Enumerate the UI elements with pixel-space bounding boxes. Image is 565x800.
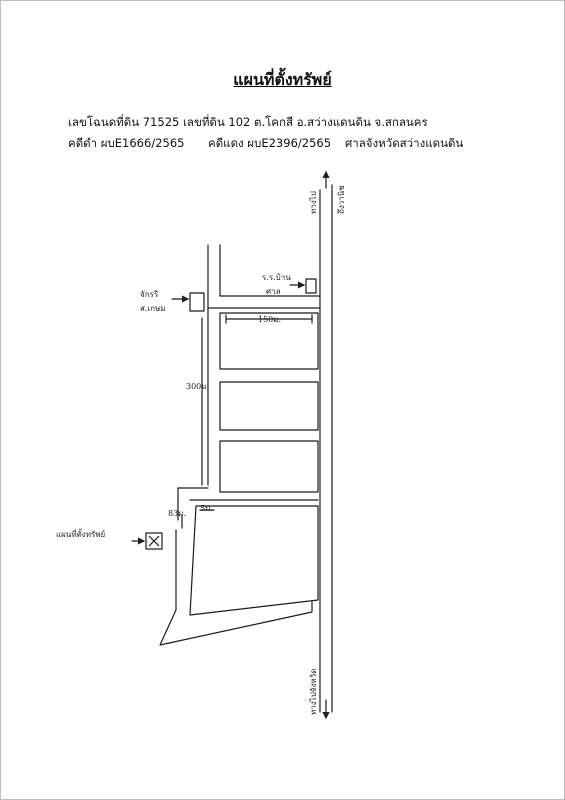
property-marker — [146, 533, 162, 549]
deed-info-line: เลขโฉนดที่ดิน 71525 เลขที่ดิน 102 ต.โคกสี อ.สว่างแดนดิน จ.สกลนคร — [68, 115, 428, 129]
road-north-place: ถึงวานิช — [337, 185, 346, 214]
landmark-left-sub: ส.เกษม — [140, 304, 166, 313]
court-name: ศาลจังหวัดสว่างแดนดิน — [345, 136, 464, 150]
dim-block-label: 150ม. — [258, 315, 282, 324]
lower-plot — [190, 506, 318, 615]
plot-road — [160, 530, 312, 645]
property-label: แผนที่ตั้งทรัพย์ — [56, 530, 106, 539]
road-north-label: ทางไป — [309, 191, 318, 214]
land-block-3 — [220, 441, 318, 492]
land-block-2 — [220, 382, 318, 430]
page-title: แผนที่ตั้งทรัพย์ — [233, 70, 332, 89]
landmark-top-sub: ศาล — [266, 287, 281, 296]
dim-entry-small-label: 5ม. — [200, 504, 213, 513]
landmark-top-box — [306, 279, 316, 293]
landmark-left-name: จักรรี — [140, 290, 159, 299]
landmark-top-name: ร.ร.บ้าน — [262, 273, 291, 282]
case-red-number: คดีแดง ผบE2396/2565 — [208, 136, 332, 150]
case-black-number: คดีดำ ผบE1666/2565 — [68, 136, 185, 150]
road-south-label: ทางไปจังหวัด — [309, 668, 318, 715]
dim-side-label: 300ม. — [186, 382, 210, 391]
dim-entry-label: 83ม. — [168, 509, 186, 518]
landmark-left-box — [190, 293, 204, 311]
